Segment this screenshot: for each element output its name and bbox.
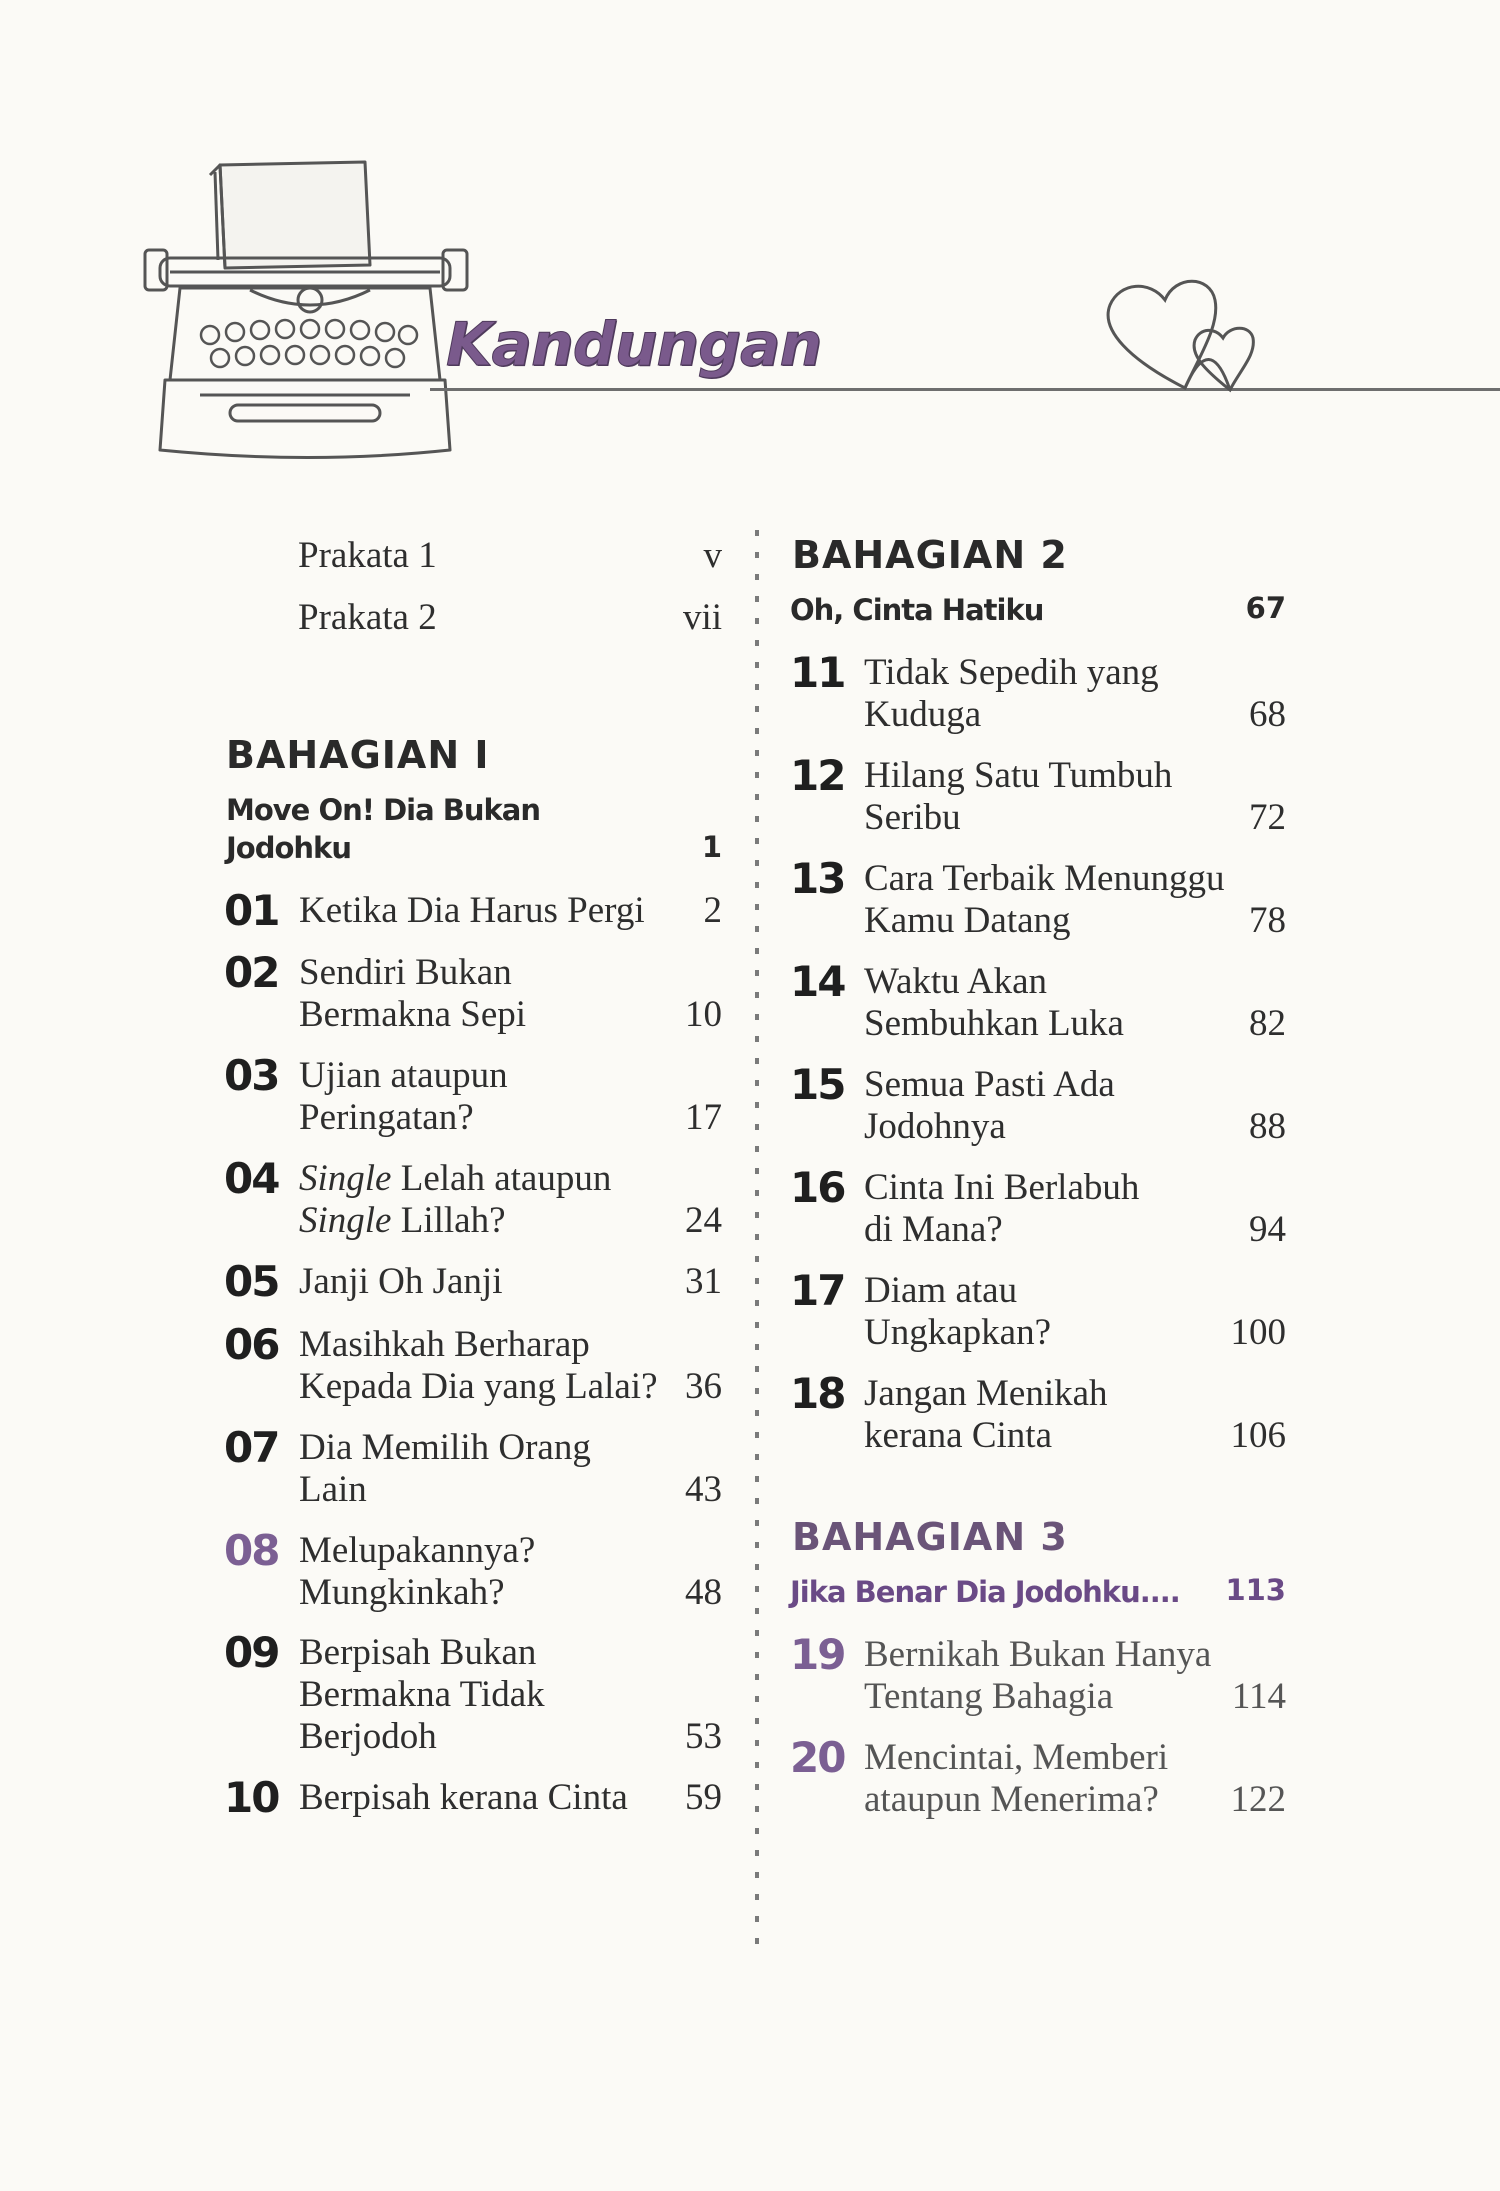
toc-entry-number: 18 <box>790 1369 845 1418</box>
section-subtitle[interactable]: Oh, Cinta Hatiku <box>790 593 1044 627</box>
toc-entry-title[interactable]: Cinta Ini Berlabuh di Mana? <box>864 1167 1140 1250</box>
toc-entry-title-rest: Lelah ataupun <box>391 1158 612 1199</box>
toc-entry-page: 48 <box>685 1572 722 1613</box>
toc-entry-title[interactable]: Sendiri Bukan Bermakna Sepi <box>299 952 527 1035</box>
toc-entry-page: 78 <box>1249 900 1286 941</box>
toc-entry-number: 13 <box>790 854 845 903</box>
toc-preface-page: vii <box>682 597 722 638</box>
toc-entry-page: 68 <box>1249 694 1286 735</box>
toc-entry-page: 106 <box>1230 1415 1286 1456</box>
toc-entry-title[interactable]: Waktu Akan Sembuhkan Luka <box>864 961 1124 1044</box>
toc-entry-page: 43 <box>685 1469 722 1510</box>
toc-entry-number: 15 <box>790 1060 845 1109</box>
toc-entry-page: 72 <box>1249 797 1286 838</box>
toc-entry-number: 17 <box>790 1266 845 1315</box>
toc-entry-number: 03 <box>224 1051 279 1100</box>
toc-entry-number: 01 <box>224 886 279 935</box>
toc-entry-title[interactable]: Dia Memilih Orang Lain <box>299 1427 591 1510</box>
toc-entry-title[interactable]: Masihkah Berharap Kepada Dia yang Lalai? <box>299 1324 658 1407</box>
toc-entry-number: 16 <box>790 1163 845 1212</box>
toc-entry-number: 10 <box>224 1773 279 1822</box>
toc-entry-number: 20 <box>790 1733 845 1782</box>
toc-entry-number: 12 <box>790 751 845 800</box>
toc-preface-title[interactable]: Prakata 2 <box>298 597 437 638</box>
toc-entry-page: 10 <box>685 994 722 1035</box>
section-page: 1 <box>701 830 722 864</box>
toc-entry-title[interactable]: Jangan Menikah kerana Cinta <box>864 1373 1108 1456</box>
section-page: 113 <box>1225 1573 1286 1607</box>
toc-entry-page: 88 <box>1249 1106 1286 1147</box>
toc-entry-page: 122 <box>1230 1779 1286 1820</box>
toc-entry-number: 19 <box>790 1630 845 1679</box>
toc-entry-number: 05 <box>224 1257 279 1306</box>
toc-entry-title[interactable]: Janji Oh Janji <box>299 1261 503 1302</box>
toc-entry-title[interactable]: Tidak Sepedih yang Kuduga <box>864 652 1159 735</box>
toc-entry-title[interactable]: Bernikah Bukan Hanya Tentang Bahagia <box>864 1634 1212 1717</box>
section-heading: BAHAGIAN 3 <box>792 1515 1068 1559</box>
toc-entry-title[interactable]: Ketika Dia Harus Pergi <box>299 890 645 931</box>
toc-entry-number: 11 <box>790 648 845 697</box>
toc-entry-number: 09 <box>224 1628 279 1677</box>
toc-entry-number: 08 <box>224 1526 279 1575</box>
section-heading: BAHAGIAN 2 <box>792 533 1068 577</box>
toc-preface-page: v <box>703 535 722 576</box>
toc-entry-title[interactable]: Ujian ataupun Peringatan? <box>299 1055 508 1138</box>
toc-entry-page: 59 <box>685 1777 722 1818</box>
toc-entry-number: 04 <box>224 1154 279 1203</box>
section-heading: BAHAGIAN I <box>226 733 490 777</box>
toc-entry-title[interactable]: Mencintai, Memberi ataupun Menerima? <box>864 1737 1169 1820</box>
toc-entry-page: 2 <box>703 890 722 931</box>
toc-entry-title[interactable]: Diam atau Ungkapkan? <box>864 1270 1051 1353</box>
toc-entry-number: 06 <box>224 1320 279 1369</box>
section-subtitle[interactable]: Move On! Dia Bukan Jodohku <box>226 793 540 865</box>
toc-entry-page: 94 <box>1249 1209 1286 1250</box>
toc-entry-title[interactable]: Hilang Satu Tumbuh Seribu <box>864 755 1173 838</box>
toc-entry-number: 02 <box>224 948 279 997</box>
section-page: 67 <box>1245 591 1286 625</box>
toc-entry-page: 31 <box>685 1261 722 1302</box>
section-subtitle[interactable]: Jika Benar Dia Jodohku.... <box>790 1575 1180 1609</box>
toc-preface-title[interactable]: Prakata 1 <box>298 535 437 576</box>
toc-entry-title[interactable]: Berpisah Bukan Bermakna Tidak Berjodoh <box>299 1632 545 1757</box>
toc-entry-title-rest: Lillah? <box>391 1200 506 1241</box>
toc-entry-page: 17 <box>685 1097 722 1138</box>
toc-entry-title[interactable]: Semua Pasti Ada Jodohnya <box>864 1064 1115 1147</box>
toc-entry-title[interactable]: Berpisah kerana Cinta <box>299 1777 628 1818</box>
toc-entry-number: 07 <box>224 1423 279 1472</box>
toc-entry-title-italic: Single <box>299 1158 392 1199</box>
toc-entry-number: 14 <box>790 957 845 1006</box>
toc-entry-title-italic: Single <box>299 1200 392 1241</box>
toc-entry-page: 36 <box>685 1366 722 1407</box>
toc-entry-title[interactable]: Melupakannya? Mungkinkah? <box>299 1530 536 1613</box>
toc-entry-page: 24 <box>685 1200 722 1241</box>
toc-entry-page: 53 <box>685 1716 722 1757</box>
toc-entry-page: 114 <box>1231 1676 1286 1717</box>
page-title: Kandungan <box>446 310 822 380</box>
toc-entry-page: 82 <box>1249 1003 1286 1044</box>
toc-entry-title[interactable]: Cara Terbaik Menunggu Kamu Datang <box>864 858 1225 941</box>
toc-entry-page: 100 <box>1230 1312 1286 1353</box>
